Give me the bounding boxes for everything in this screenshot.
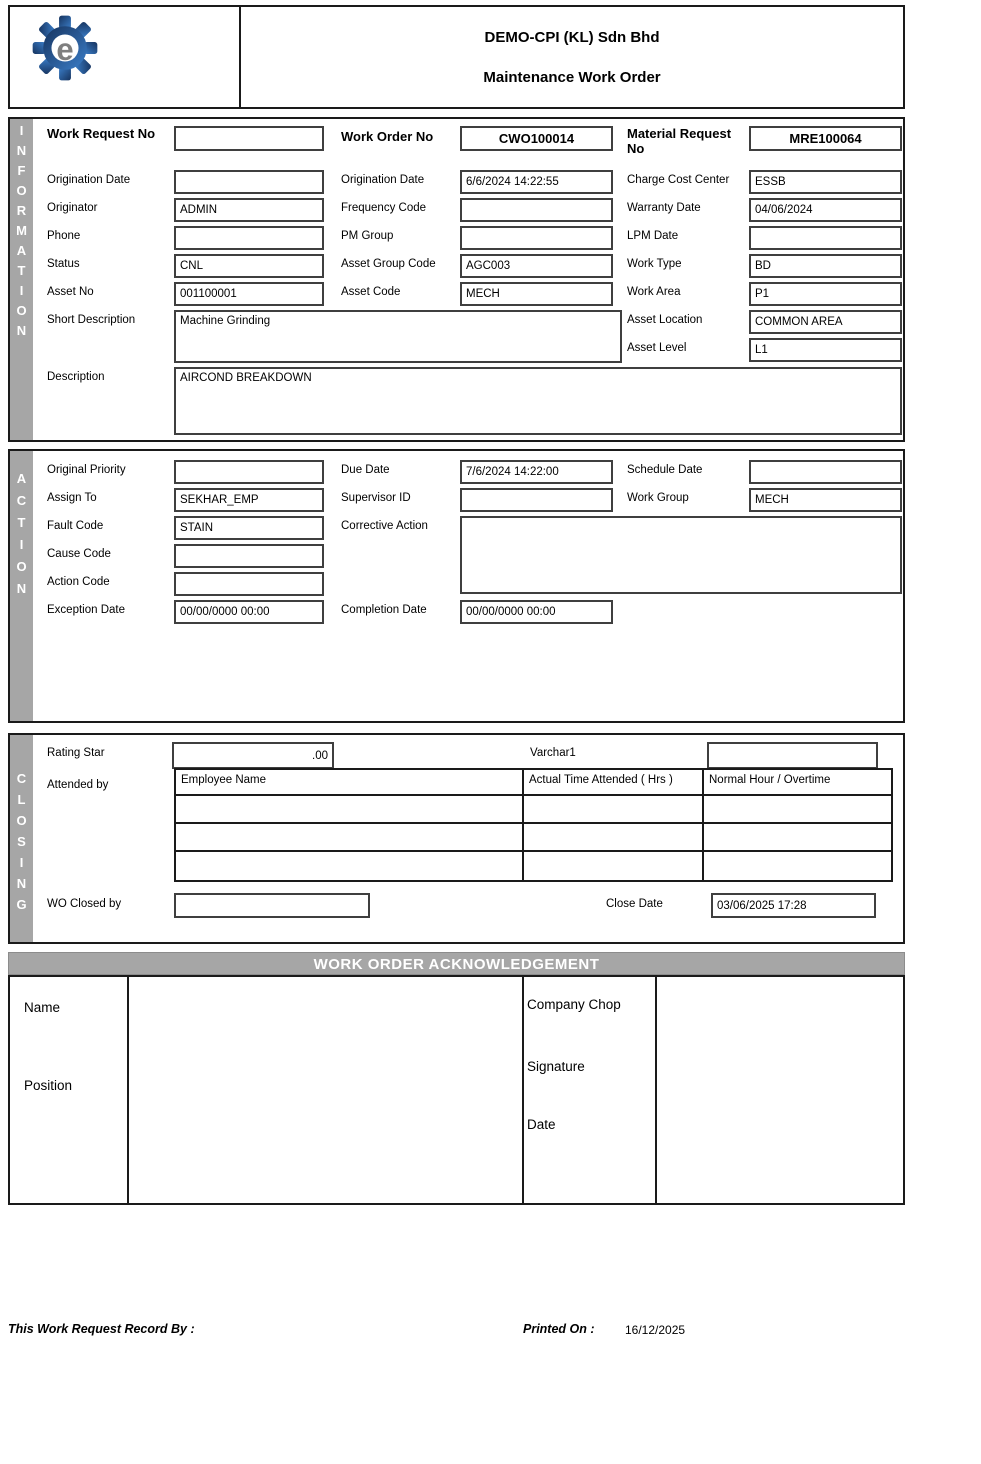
section-closing xyxy=(8,733,905,944)
printed-on-label: Printed On : xyxy=(523,1322,595,1336)
work-group-label: Work Group xyxy=(627,492,689,504)
fault-code-label: Fault Code xyxy=(47,520,104,532)
attended-cell xyxy=(176,824,524,852)
originator-box: ADMIN xyxy=(174,198,324,222)
phone-label: Phone xyxy=(47,230,81,242)
ack-signature-label: Signature xyxy=(527,1059,585,1074)
attended-cell xyxy=(704,852,891,880)
supervisor-id-label: Supervisor ID xyxy=(341,492,411,504)
asset-no-label: Asset No xyxy=(47,286,94,298)
work-order-no-label: Work Order No xyxy=(341,129,434,144)
ack-name-label: Name xyxy=(24,1000,61,1015)
exception-date-box: 00/00/0000 00:00 xyxy=(174,600,324,624)
material-request-no-box: MRE100064 xyxy=(749,126,902,151)
asset-location-box: COMMON AREA xyxy=(749,310,902,334)
lpm-date-label: LPM Date xyxy=(627,230,679,242)
section-action xyxy=(8,449,905,723)
printed-on-value: 16/12/2025 xyxy=(625,1323,686,1337)
short-description-box: Machine Grinding xyxy=(174,310,622,363)
supervisor-id-box xyxy=(460,488,613,512)
charge-cost-center-label: Charge Cost Center xyxy=(627,174,730,186)
attended-cell xyxy=(524,796,704,824)
section-information xyxy=(8,117,905,442)
asset-level-label: Asset Level xyxy=(627,342,687,354)
assign-to-label: Assign To xyxy=(47,492,97,504)
corrective-action-label: Corrective Action xyxy=(341,520,428,532)
attended-cell xyxy=(704,796,891,824)
varchar1-box xyxy=(707,742,878,769)
close-date-box: 03/06/2025 17:28 xyxy=(711,893,876,918)
company-name: DEMO-CPI (KL) Sdn Bhd xyxy=(484,29,660,46)
work-area-box: P1 xyxy=(749,282,902,306)
action-sidebar xyxy=(10,451,33,721)
gear-logo-icon xyxy=(32,12,98,89)
attended-cell xyxy=(704,824,891,852)
attended-by-label: Attended by xyxy=(47,779,109,791)
ack-column-divider xyxy=(522,977,524,1203)
work-order-no-box: CWO100014 xyxy=(460,126,613,151)
material-request-no-label: Material Request No xyxy=(627,126,732,156)
information-sidebar-label: INFORMATION xyxy=(14,123,29,343)
document-title: Maintenance Work Order xyxy=(483,69,661,86)
varchar1-label: Varchar1 xyxy=(530,747,576,759)
ack-column-divider xyxy=(655,977,657,1203)
asset-level-box: L1 xyxy=(749,338,902,362)
completion-date-label: Completion Date xyxy=(341,604,427,616)
completion-date-box: 00/00/0000 00:00 xyxy=(460,600,613,624)
short-description-label: Short Description xyxy=(47,314,136,326)
charge-cost-center-box: ESSB xyxy=(749,170,902,194)
wo-closed-by-box xyxy=(174,893,370,918)
ack-column-divider xyxy=(127,977,129,1203)
frequency-code-box xyxy=(460,198,613,222)
wr-origination-date-box xyxy=(174,170,324,194)
closing-sidebar-label: CLOSING xyxy=(14,771,29,918)
acknowledgement-header: WORK ORDER ACKNOWLEDGEMENT xyxy=(8,952,905,975)
asset-code-box: MECH xyxy=(460,282,613,306)
asset-no-box: 001100001 xyxy=(174,282,324,306)
origination-date-label: Origination Date xyxy=(341,174,425,186)
acknowledgement-table xyxy=(8,975,905,1205)
schedule-date-label: Schedule Date xyxy=(627,464,703,476)
due-date-label: Due Date xyxy=(341,464,390,476)
frequency-code-label: Frequency Code xyxy=(341,202,427,214)
action-code-label: Action Code xyxy=(47,576,110,588)
asset-group-code-box: AGC003 xyxy=(460,254,613,278)
attended-cell xyxy=(524,852,704,880)
warranty-date-label: Warranty Date xyxy=(627,202,701,214)
action-sidebar-label: ACTION xyxy=(14,471,29,603)
work-area-label: Work Area xyxy=(627,286,681,298)
asset-group-code-label: Asset Group Code xyxy=(341,258,436,270)
ack-company-chop-label: Company Chop xyxy=(527,997,621,1012)
work-type-box: BD xyxy=(749,254,902,278)
lpm-date-box xyxy=(749,226,902,250)
attended-col-header: Normal Hour / Overtime xyxy=(704,770,891,796)
wr-origination-date-label: Origination Date xyxy=(47,174,131,186)
due-date-box: 7/6/2024 14:22:00 xyxy=(460,460,613,484)
warranty-date-box: 04/06/2024 xyxy=(749,198,902,222)
description-label: Description xyxy=(47,371,105,383)
closing-sidebar xyxy=(10,735,33,942)
originator-label: Originator xyxy=(47,202,98,214)
rating-star-box: .00 xyxy=(172,742,334,769)
attended-col-header: Actual Time Attended ( Hrs ) xyxy=(524,770,704,796)
attended-cell xyxy=(524,824,704,852)
fault-code-box: STAIN xyxy=(174,516,324,540)
pm-group-label: PM Group xyxy=(341,230,394,242)
exception-date-label: Exception Date xyxy=(47,604,125,616)
work-type-label: Work Type xyxy=(627,258,682,270)
attended-cell xyxy=(176,796,524,824)
ack-date-label: Date xyxy=(527,1117,556,1132)
schedule-date-box xyxy=(749,460,902,484)
original-priority-label: Original Priority xyxy=(47,464,126,476)
work-request-no-box xyxy=(174,126,324,151)
description-box: AIRCOND BREAKDOWN xyxy=(174,367,902,435)
status-box: CNL xyxy=(174,254,324,278)
asset-location-label: Asset Location xyxy=(627,314,703,326)
cause-code-box xyxy=(174,544,324,568)
record-by-label: This Work Request Record By : xyxy=(8,1322,195,1336)
original-priority-box xyxy=(174,460,324,484)
status-label: Status xyxy=(47,258,80,270)
ack-position-label: Position xyxy=(24,1078,73,1093)
assign-to-box: SEKHAR_EMP xyxy=(174,488,324,512)
information-sidebar xyxy=(10,119,33,440)
pm-group-box xyxy=(460,226,613,250)
attended-cell xyxy=(176,852,524,880)
work-request-no-label: Work Request No xyxy=(47,126,156,141)
attended-by-table xyxy=(174,768,893,882)
close-date-label: Close Date xyxy=(606,898,663,910)
logo-letter: e xyxy=(56,31,74,67)
rating-star-label: Rating Star xyxy=(47,747,105,759)
origination-date-box: 6/6/2024 14:22:55 xyxy=(460,170,613,194)
document-header xyxy=(8,5,905,109)
header-divider xyxy=(239,7,241,107)
action-code-box xyxy=(174,572,324,596)
asset-code-label: Asset Code xyxy=(341,286,401,298)
work-group-box: MECH xyxy=(749,488,902,512)
corrective-action-box xyxy=(460,516,902,594)
phone-box xyxy=(174,226,324,250)
wo-closed-by-label: WO Closed by xyxy=(47,898,122,910)
cause-code-label: Cause Code xyxy=(47,548,111,560)
attended-col-header: Employee Name xyxy=(176,770,524,796)
